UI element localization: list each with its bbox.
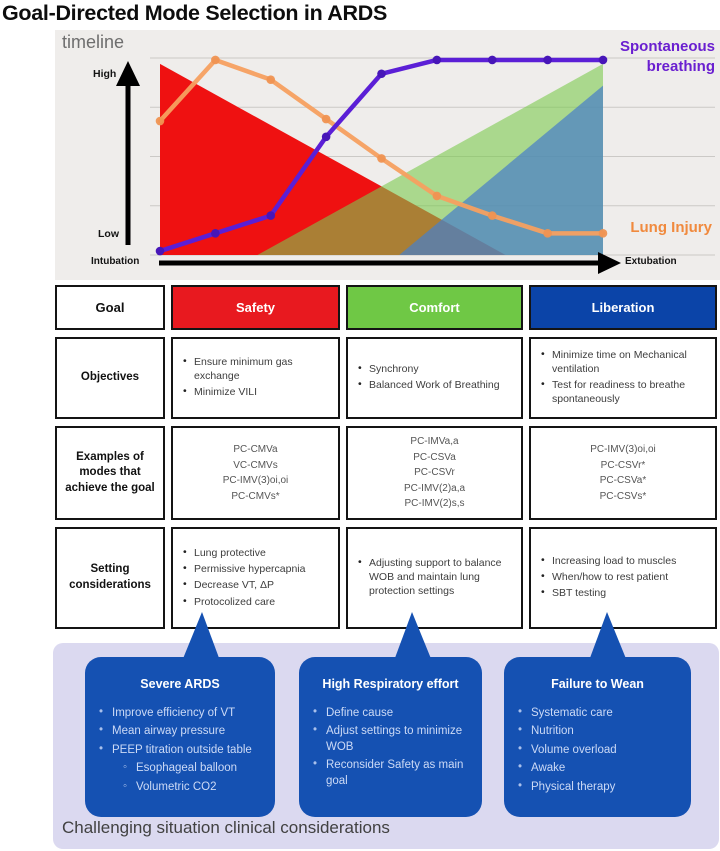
marker-Lung Injury [377,154,386,163]
marker-Lung Injury [322,115,331,124]
marker-Lung Injury [156,117,165,126]
list-item: • Minimize VILI [183,386,332,400]
list-item: VC-CMVs [233,459,278,471]
list-item: • Test for readiness to breathe spontaneously [541,379,709,407]
list-item: • Mean airway pressure [99,724,267,739]
list-item: • Reconsider Safety as main goal [313,758,474,789]
list-item: PC-IMV(2)s,s [404,498,465,510]
objectives-liberation-list [541,347,709,410]
callout-box-high-respiratory-effort [299,657,482,817]
marker-Lung Injury [488,211,497,220]
list-item: • Awake [518,761,683,776]
objectives-safety-list [183,353,332,402]
modes-liberation-cell [529,426,717,520]
callout-box-severe-ards [85,657,275,817]
list-item: • Improve efficiency of VT [99,706,267,721]
settings-safety-cell [171,527,340,629]
list-item: ◦ Volumetric CO2 [123,780,267,795]
table-header-comfort: Comfort [346,285,523,330]
settings-liberation-cell [529,527,717,629]
marker-Spontaneous breathing [433,56,442,65]
list-item: PC-CSVs* [599,490,647,502]
panel-caption: Challenging situation clinical considerations [62,818,390,837]
list-item: • Physical therapy [518,780,683,795]
row-label-settings: Setting considerations [55,527,165,629]
timeline-chart [55,30,720,280]
modes-liberation-list [590,442,656,504]
modes-comfort-cell [346,426,523,520]
page-title: Goal-Directed Mode Selection in ARDS [2,1,388,25]
list-item: • When/how to rest patient [541,571,709,585]
modes-safety-list [223,442,289,504]
objectives-comfort-list [358,360,515,395]
list-item: • Lung protective [183,547,332,561]
list-item: PC-CSVa* [599,475,647,486]
list-item: ◦ Esophageal balloon [123,761,267,776]
list-item: • Adjust settings to minimize WOB [313,724,474,755]
table-header-safety: Safety [171,285,340,330]
marker-Lung Injury [543,229,552,238]
settings-comfort-cell [346,527,523,629]
series-label-lung-injury: Lung Injury [630,219,712,236]
marker-Lung Injury [599,229,608,238]
modes-safety-cell [171,426,340,520]
settings-safety-list [183,544,332,612]
x-axis-intubation-label: Intubation [91,256,140,267]
marker-Lung Injury [266,75,275,84]
y-axis-arrowhead-icon [116,61,140,86]
list-item: • Volume overload [518,743,683,758]
marker-Lung Injury [433,192,442,201]
marker-Spontaneous breathing [266,211,275,220]
y-axis-high-label: High [93,68,117,80]
row-label-objectives: Objectives [55,337,165,419]
callout-box-failure-to-wean [504,657,691,817]
settings-liberation-list [541,552,709,604]
marker-Lung Injury [211,56,220,65]
callout-box-list [504,706,691,795]
marker-Spontaneous breathing [543,56,552,65]
callout-box-title: Severe ARDS [140,677,220,691]
list-item: • Systematic care [518,706,683,721]
list-item: PC-CSVa [413,451,456,463]
objectives-liberation-cell [529,337,717,419]
marker-Spontaneous breathing [488,56,497,65]
settings-comfort-list [358,555,515,602]
list-item: • Increasing load to muscles [541,555,709,569]
modes-comfort-list [404,434,465,512]
list-item: • Protocolized care [183,596,332,610]
callout-box-title: High Respiratory effort [322,677,459,691]
list-item: • Adjusting support to balance WOB and maintain lung protection settings [358,557,515,599]
list-item: • Decrease VT, ΔP [183,579,332,593]
table-header-goal: Goal [55,285,165,330]
list-item: PC-IMV(3)oi,oi [590,444,656,455]
list-item: PC-IMV(3)oi,oi [222,475,289,486]
marker-Spontaneous breathing [377,69,386,78]
marker-Spontaneous breathing [156,247,165,256]
table-header-liberation: Liberation [529,285,717,330]
goal-table [55,285,717,629]
marker-Spontaneous breathing [211,229,220,238]
list-item: • Synchrony [358,363,515,377]
list-item: • Ensure minimum gas exchange [183,356,332,384]
objectives-safety-cell [171,337,340,419]
callout-box-list [299,706,482,789]
list-item: PC-IMVa,a [410,436,459,448]
x-axis-extubation-label: Extubation [625,256,677,267]
list-item: • SBT testing [541,587,709,601]
list-item: • Minimize time on Mechanical ventilation [541,349,709,377]
y-axis-low-label: Low [98,228,119,240]
list-item: PC-IMV(2)a,a [403,482,466,494]
list-item: PC-CMVs* [231,490,280,502]
list-item: PC-CSVr* [600,459,646,471]
row-label-modes: Examples of modes that achieve the goal [55,426,165,520]
series-label-spontaneous-breathing: Spontaneous breathing [619,38,715,75]
callout-box-list [85,706,275,795]
objectives-comfort-cell [346,337,523,419]
list-item: • Define cause [313,706,474,721]
list-item: PC-CMVa [233,444,278,455]
marker-Spontaneous breathing [322,133,331,142]
list-item: PC-CSVr [414,467,455,479]
list-item: • Nutrition [518,724,683,739]
timeline-label: timeline [62,32,125,52]
list-item: • Balanced Work of Breathing [358,379,515,393]
list-item: • PEEP titration outside table [99,743,267,758]
list-item: • Permissive hypercapnia [183,563,332,577]
callout-box-title: Failure to Wean [551,677,644,691]
